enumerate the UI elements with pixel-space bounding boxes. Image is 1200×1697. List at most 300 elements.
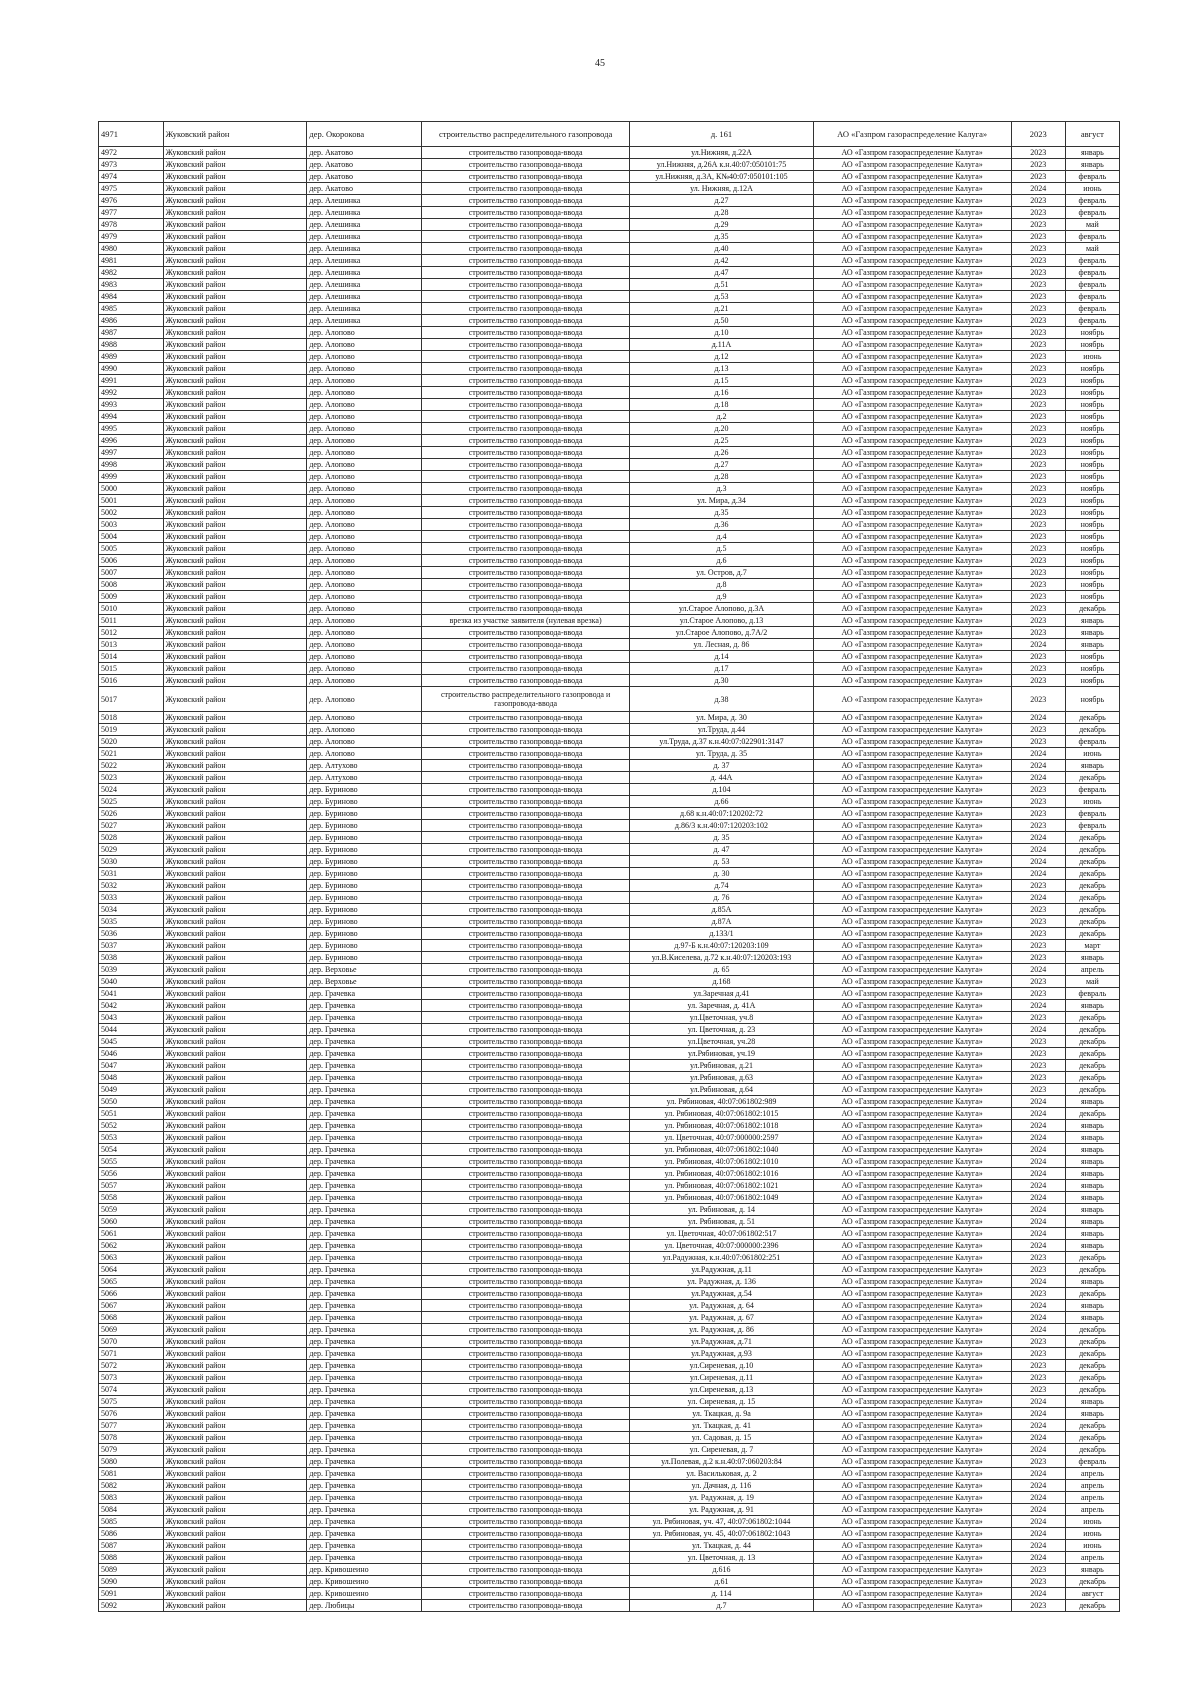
settlement-cell: дер. Грачевка bbox=[307, 1276, 422, 1288]
year-cell: 2024 bbox=[1011, 1144, 1065, 1156]
table-row bbox=[99, 832, 1120, 844]
district-cell: Жуковский район bbox=[163, 1372, 307, 1384]
address-cell: ул.Нижняя, д.26А к.н.40:07:050101:75 bbox=[630, 159, 813, 171]
district-cell: Жуковский район bbox=[163, 231, 307, 243]
row-number-cell: 5077 bbox=[99, 1420, 164, 1432]
table-row bbox=[99, 387, 1120, 399]
organization-cell: АО «Газпром газораспределение Калуга» bbox=[813, 1012, 1011, 1024]
table-row bbox=[99, 1288, 1120, 1300]
organization-cell: АО «Газпром газораспределение Калуга» bbox=[813, 122, 1011, 147]
year-cell: 2023 bbox=[1011, 1348, 1065, 1360]
settlement-cell: дер. Алопово bbox=[307, 651, 422, 663]
month-cell: декабрь bbox=[1065, 1084, 1119, 1096]
organization-cell: АО «Газпром газораспределение Калуга» bbox=[813, 1060, 1011, 1072]
work-type-cell: строительство газопровода-ввода bbox=[421, 1300, 629, 1312]
address-cell: ул.Полевая, д.2 к.н.40:07:060203:84 bbox=[630, 1456, 813, 1468]
row-number-cell: 5019 bbox=[99, 724, 164, 736]
month-cell: ноябрь bbox=[1065, 375, 1119, 387]
settlement-cell: дер. Алопово bbox=[307, 363, 422, 375]
work-type-cell: строительство газопровода-ввода bbox=[421, 1240, 629, 1252]
organization-cell: АО «Газпром газораспределение Калуга» bbox=[813, 339, 1011, 351]
year-cell: 2024 bbox=[1011, 1000, 1065, 1012]
district-cell: Жуковский район bbox=[163, 1000, 307, 1012]
month-cell: ноябрь bbox=[1065, 567, 1119, 579]
month-cell: февраль bbox=[1065, 171, 1119, 183]
organization-cell: АО «Газпром газораспределение Калуга» bbox=[813, 531, 1011, 543]
table-row bbox=[99, 1228, 1120, 1240]
address-cell: д.50 bbox=[630, 315, 813, 327]
address-cell: д.27 bbox=[630, 195, 813, 207]
work-type-cell: строительство газопровода-ввода bbox=[421, 567, 629, 579]
address-cell: д.9 bbox=[630, 591, 813, 603]
year-cell: 2023 bbox=[1011, 387, 1065, 399]
settlement-cell: дер. Грачевка bbox=[307, 1132, 422, 1144]
organization-cell: АО «Газпром газораспределение Калуга» bbox=[813, 736, 1011, 748]
organization-cell: АО «Газпром газораспределение Калуга» bbox=[813, 327, 1011, 339]
row-number-cell: 5033 bbox=[99, 892, 164, 904]
work-type-cell: строительство газопровода-ввода bbox=[421, 1420, 629, 1432]
work-type-cell: строительство газопровода-ввода bbox=[421, 796, 629, 808]
address-cell: ул. Рябиновая, 40:07:061802:1010 bbox=[630, 1156, 813, 1168]
settlement-cell: дер. Алопово bbox=[307, 423, 422, 435]
work-type-cell: строительство газопровода-ввода bbox=[421, 1156, 629, 1168]
table-row bbox=[99, 712, 1120, 724]
table-row bbox=[99, 267, 1120, 279]
year-cell: 2023 bbox=[1011, 243, 1065, 255]
year-cell: 2023 bbox=[1011, 1600, 1065, 1612]
month-cell: декабрь bbox=[1065, 856, 1119, 868]
month-cell: декабрь bbox=[1065, 1348, 1119, 1360]
settlement-cell: дер. Грачевка bbox=[307, 1144, 422, 1156]
month-cell: ноябрь bbox=[1065, 651, 1119, 663]
work-type-cell: строительство газопровода-ввода bbox=[421, 399, 629, 411]
address-cell: д. 76 bbox=[630, 892, 813, 904]
table-row bbox=[99, 1036, 1120, 1048]
settlement-cell: дер. Грачевка bbox=[307, 1444, 422, 1456]
district-cell: Жуковский район bbox=[163, 375, 307, 387]
year-cell: 2023 bbox=[1011, 471, 1065, 483]
table-row bbox=[99, 543, 1120, 555]
organization-cell: АО «Газпром газораспределение Калуга» bbox=[813, 772, 1011, 784]
address-cell: д. 114 bbox=[630, 1588, 813, 1600]
work-type-cell: строительство газопровода-ввода bbox=[421, 736, 629, 748]
year-cell: 2023 bbox=[1011, 519, 1065, 531]
table-row bbox=[99, 159, 1120, 171]
settlement-cell: дер. Грачевка bbox=[307, 1264, 422, 1276]
district-cell: Жуковский район bbox=[163, 724, 307, 736]
district-cell: Жуковский район bbox=[163, 651, 307, 663]
settlement-cell: дер. Алопово bbox=[307, 471, 422, 483]
settlement-cell: дер. Алешинка bbox=[307, 291, 422, 303]
table-row bbox=[99, 195, 1120, 207]
organization-cell: АО «Газпром газораспределение Калуга» bbox=[813, 663, 1011, 675]
work-type-cell: строительство газопровода-ввода bbox=[421, 1516, 629, 1528]
year-cell: 2024 bbox=[1011, 1516, 1065, 1528]
month-cell: январь bbox=[1065, 627, 1119, 639]
organization-cell: АО «Газпром газораспределение Калуга» bbox=[813, 892, 1011, 904]
district-cell: Жуковский район bbox=[163, 1516, 307, 1528]
district-cell: Жуковский район bbox=[163, 1432, 307, 1444]
month-cell: февраль bbox=[1065, 736, 1119, 748]
table-row bbox=[99, 255, 1120, 267]
organization-cell: АО «Газпром газораспределение Калуга» bbox=[813, 952, 1011, 964]
address-cell: ул.Радужная, д.54 bbox=[630, 1288, 813, 1300]
work-type-cell: строительство газопровода-ввода bbox=[421, 1252, 629, 1264]
district-cell: Жуковский район bbox=[163, 159, 307, 171]
work-type-cell: строительство газопровода-ввода bbox=[421, 375, 629, 387]
work-type-cell: строительство газопровода-ввода bbox=[421, 327, 629, 339]
row-number-cell: 5008 bbox=[99, 579, 164, 591]
month-cell: февраль bbox=[1065, 267, 1119, 279]
work-type-cell: строительство газопровода-ввода bbox=[421, 1060, 629, 1072]
row-number-cell: 5043 bbox=[99, 1012, 164, 1024]
address-cell: ул.Цветочная, уч.8 bbox=[630, 1012, 813, 1024]
address-cell: ул.Радужная, д.11 bbox=[630, 1264, 813, 1276]
settlement-cell: дер. Буриново bbox=[307, 784, 422, 796]
district-cell: Жуковский район bbox=[163, 1240, 307, 1252]
table-row bbox=[99, 1456, 1120, 1468]
month-cell: февраль bbox=[1065, 291, 1119, 303]
table-row bbox=[99, 171, 1120, 183]
district-cell: Жуковский район bbox=[163, 1444, 307, 1456]
district-cell: Жуковский район bbox=[163, 760, 307, 772]
district-cell: Жуковский район bbox=[163, 255, 307, 267]
month-cell: январь bbox=[1065, 1204, 1119, 1216]
year-cell: 2023 bbox=[1011, 784, 1065, 796]
work-type-cell: строительство газопровода-ввода bbox=[421, 315, 629, 327]
year-cell: 2023 bbox=[1011, 423, 1065, 435]
district-cell: Жуковский район bbox=[163, 627, 307, 639]
table-row bbox=[99, 1348, 1120, 1360]
settlement-cell: дер. Акатово bbox=[307, 147, 422, 159]
month-cell: июнь bbox=[1065, 1528, 1119, 1540]
organization-cell: АО «Газпром газораспределение Калуга» bbox=[813, 1108, 1011, 1120]
address-cell: д.25 bbox=[630, 435, 813, 447]
address-cell: д.6 bbox=[630, 555, 813, 567]
year-cell: 2023 bbox=[1011, 603, 1065, 615]
work-type-cell: строительство газопровода-ввода bbox=[421, 459, 629, 471]
district-cell: Жуковский район bbox=[163, 1048, 307, 1060]
settlement-cell: дер. Буриново bbox=[307, 844, 422, 856]
work-type-cell: строительство газопровода-ввода bbox=[421, 1228, 629, 1240]
row-number-cell: 5012 bbox=[99, 627, 164, 639]
month-cell: ноябрь bbox=[1065, 327, 1119, 339]
address-cell: д.8 bbox=[630, 579, 813, 591]
work-type-cell: строительство газопровода-ввода bbox=[421, 1528, 629, 1540]
district-cell: Жуковский район bbox=[163, 603, 307, 615]
table-row bbox=[99, 1084, 1120, 1096]
organization-cell: АО «Газпром газораспределение Калуга» bbox=[813, 159, 1011, 171]
row-number-cell: 5017 bbox=[99, 687, 164, 712]
table-row bbox=[99, 351, 1120, 363]
work-type-cell: строительство газопровода-ввода bbox=[421, 772, 629, 784]
month-cell: январь bbox=[1065, 952, 1119, 964]
settlement-cell: дер. Алопово bbox=[307, 543, 422, 555]
table-row bbox=[99, 1588, 1120, 1600]
table-row bbox=[99, 1120, 1120, 1132]
settlement-cell: дер. Грачевка bbox=[307, 1216, 422, 1228]
row-number-cell: 4984 bbox=[99, 291, 164, 303]
month-cell: ноябрь bbox=[1065, 483, 1119, 495]
organization-cell: АО «Газпром газораспределение Калуга» bbox=[813, 1600, 1011, 1612]
settlement-cell: дер. Грачевка bbox=[307, 1480, 422, 1492]
address-cell: ул. Мира, д. 30 bbox=[630, 712, 813, 724]
organization-cell: АО «Газпром газораспределение Калуга» bbox=[813, 1444, 1011, 1456]
settlement-cell: дер. Буриново bbox=[307, 832, 422, 844]
row-number-cell: 5074 bbox=[99, 1384, 164, 1396]
year-cell: 2023 bbox=[1011, 399, 1065, 411]
month-cell: декабрь bbox=[1065, 1420, 1119, 1432]
organization-cell: АО «Газпром газораспределение Калуга» bbox=[813, 1468, 1011, 1480]
district-cell: Жуковский район bbox=[163, 736, 307, 748]
settlement-cell: дер. Алешинка bbox=[307, 255, 422, 267]
year-cell: 2023 bbox=[1011, 1012, 1065, 1024]
organization-cell: АО «Газпром газораспределение Калуга» bbox=[813, 868, 1011, 880]
year-cell: 2023 bbox=[1011, 615, 1065, 627]
settlement-cell: дер. Акатово bbox=[307, 159, 422, 171]
row-number-cell: 5056 bbox=[99, 1168, 164, 1180]
district-cell: Жуковский район bbox=[163, 904, 307, 916]
organization-cell: АО «Газпром газораспределение Калуга» bbox=[813, 627, 1011, 639]
month-cell: январь bbox=[1065, 1144, 1119, 1156]
address-cell: д. 44А bbox=[630, 772, 813, 784]
organization-cell: АО «Газпром газораспределение Калуга» bbox=[813, 1252, 1011, 1264]
month-cell: декабрь bbox=[1065, 1012, 1119, 1024]
row-number-cell: 5064 bbox=[99, 1264, 164, 1276]
table-row bbox=[99, 435, 1120, 447]
year-cell: 2023 bbox=[1011, 375, 1065, 387]
row-number-cell: 4987 bbox=[99, 327, 164, 339]
work-type-cell: строительство газопровода-ввода bbox=[421, 1324, 629, 1336]
year-cell: 2023 bbox=[1011, 459, 1065, 471]
address-cell: ул.Труда, д.44 bbox=[630, 724, 813, 736]
table-row bbox=[99, 1492, 1120, 1504]
district-cell: Жуковский район bbox=[163, 1384, 307, 1396]
work-type-cell: строительство газопровода-ввода bbox=[421, 1564, 629, 1576]
organization-cell: АО «Газпром газораспределение Калуга» bbox=[813, 411, 1011, 423]
row-number-cell: 5066 bbox=[99, 1288, 164, 1300]
table-row bbox=[99, 1408, 1120, 1420]
settlement-cell: дер. Грачевка bbox=[307, 1240, 422, 1252]
organization-cell: АО «Газпром газораспределение Калуга» bbox=[813, 1000, 1011, 1012]
row-number-cell: 4995 bbox=[99, 423, 164, 435]
row-number-cell: 5092 bbox=[99, 1600, 164, 1612]
table-row bbox=[99, 880, 1120, 892]
table-row bbox=[99, 303, 1120, 315]
organization-cell: АО «Газпром газораспределение Калуга» bbox=[813, 1072, 1011, 1084]
table-row bbox=[99, 663, 1120, 675]
settlement-cell: дер. Алопово bbox=[307, 675, 422, 687]
organization-cell: АО «Газпром газораспределение Калуга» bbox=[813, 495, 1011, 507]
organization-cell: АО «Газпром газораспределение Калуга» bbox=[813, 808, 1011, 820]
settlement-cell: дер. Буриново bbox=[307, 892, 422, 904]
table-row bbox=[99, 567, 1120, 579]
work-type-cell: строительство газопровода-ввода bbox=[421, 243, 629, 255]
month-cell: январь bbox=[1065, 147, 1119, 159]
work-type-cell: строительство газопровода-ввода bbox=[421, 1264, 629, 1276]
table-row bbox=[99, 675, 1120, 687]
row-number-cell: 5088 bbox=[99, 1552, 164, 1564]
district-cell: Жуковский район bbox=[163, 483, 307, 495]
work-type-cell: строительство газопровода-ввода bbox=[421, 1444, 629, 1456]
settlement-cell: дер. Алопово bbox=[307, 555, 422, 567]
settlement-cell: дер. Алешинка bbox=[307, 243, 422, 255]
month-cell: январь bbox=[1065, 1276, 1119, 1288]
settlement-cell: дер. Грачевка bbox=[307, 1252, 422, 1264]
work-type-cell: строительство газопровода-ввода bbox=[421, 1132, 629, 1144]
settlement-cell: дер. Грачевка bbox=[307, 1492, 422, 1504]
row-number-cell: 5071 bbox=[99, 1348, 164, 1360]
settlement-cell: дер. Грачевка bbox=[307, 1516, 422, 1528]
district-cell: Жуковский район bbox=[163, 219, 307, 231]
organization-cell: АО «Газпром газораспределение Калуга» bbox=[813, 255, 1011, 267]
work-type-cell: строительство газопровода-ввода bbox=[421, 207, 629, 219]
table-row bbox=[99, 615, 1120, 627]
settlement-cell: дер. Грачевка bbox=[307, 1384, 422, 1396]
work-type-cell: строительство газопровода-ввода bbox=[421, 363, 629, 375]
row-number-cell: 5083 bbox=[99, 1492, 164, 1504]
organization-cell: АО «Газпром газораспределение Калуга» bbox=[813, 1456, 1011, 1468]
work-type-cell: строительство газопровода-ввода bbox=[421, 147, 629, 159]
row-number-cell: 4992 bbox=[99, 387, 164, 399]
address-cell: ул. Остров, д.7 bbox=[630, 567, 813, 579]
address-cell: ул. Мира, д.34 bbox=[630, 495, 813, 507]
month-cell: ноябрь bbox=[1065, 447, 1119, 459]
work-type-cell: строительство газопровода-ввода bbox=[421, 748, 629, 760]
work-type-cell: строительство газопровода-ввода bbox=[421, 411, 629, 423]
address-cell: ул. Рябиновая, уч. 47, 40:07:061802:1044 bbox=[630, 1516, 813, 1528]
table-row bbox=[99, 531, 1120, 543]
address-cell: ул. Васильковая, д. 2 bbox=[630, 1468, 813, 1480]
year-cell: 2023 bbox=[1011, 1048, 1065, 1060]
month-cell: январь bbox=[1065, 1396, 1119, 1408]
row-number-cell: 5073 bbox=[99, 1372, 164, 1384]
table-row bbox=[99, 892, 1120, 904]
month-cell: ноябрь bbox=[1065, 387, 1119, 399]
address-cell: д.13 bbox=[630, 363, 813, 375]
year-cell: 2023 bbox=[1011, 1072, 1065, 1084]
table-row bbox=[99, 1600, 1120, 1612]
district-cell: Жуковский район bbox=[163, 399, 307, 411]
settlement-cell: дер. Алопово bbox=[307, 567, 422, 579]
district-cell: Жуковский район bbox=[163, 1576, 307, 1588]
organization-cell: АО «Газпром газораспределение Калуга» bbox=[813, 183, 1011, 195]
organization-cell: АО «Газпром газораспределение Калуга» bbox=[813, 1156, 1011, 1168]
address-cell: д.28 bbox=[630, 207, 813, 219]
organization-cell: АО «Газпром газораспределение Калуга» bbox=[813, 519, 1011, 531]
month-cell: февраль bbox=[1065, 808, 1119, 820]
district-cell: Жуковский район bbox=[163, 1204, 307, 1216]
work-type-cell: строительство газопровода-ввода bbox=[421, 1432, 629, 1444]
work-type-cell: строительство газопровода-ввода bbox=[421, 856, 629, 868]
month-cell: декабрь bbox=[1065, 1024, 1119, 1036]
organization-cell: АО «Газпром газораспределение Калуга» bbox=[813, 1240, 1011, 1252]
work-type-cell: строительство газопровода-ввода bbox=[421, 1204, 629, 1216]
settlement-cell: дер. Грачевка bbox=[307, 1528, 422, 1540]
district-cell: Жуковский район bbox=[163, 820, 307, 832]
organization-cell: АО «Газпром газораспределение Калуга» bbox=[813, 1540, 1011, 1552]
year-cell: 2024 bbox=[1011, 1432, 1065, 1444]
year-cell: 2023 bbox=[1011, 651, 1065, 663]
settlement-cell: дер. Грачевка bbox=[307, 1120, 422, 1132]
month-cell: январь bbox=[1065, 1312, 1119, 1324]
row-number-cell: 5079 bbox=[99, 1444, 164, 1456]
organization-cell: АО «Газпром газораспределение Калуга» bbox=[813, 423, 1011, 435]
year-cell: 2023 bbox=[1011, 207, 1065, 219]
settlement-cell: дер. Кривошеино bbox=[307, 1576, 422, 1588]
row-number-cell: 5065 bbox=[99, 1276, 164, 1288]
table-row bbox=[99, 507, 1120, 519]
address-cell: ул. Рябиновая, 40:07:061802:1040 bbox=[630, 1144, 813, 1156]
work-type-cell: строительство газопровода-ввода bbox=[421, 844, 629, 856]
month-cell: январь bbox=[1065, 1000, 1119, 1012]
settlement-cell: дер. Грачевка bbox=[307, 1324, 422, 1336]
year-cell: 2023 bbox=[1011, 940, 1065, 952]
district-cell: Жуковский район bbox=[163, 543, 307, 555]
month-cell: январь bbox=[1065, 1120, 1119, 1132]
year-cell: 2023 bbox=[1011, 267, 1065, 279]
table-row bbox=[99, 1192, 1120, 1204]
table-row bbox=[99, 483, 1120, 495]
settlement-cell: дер. Грачевка bbox=[307, 1372, 422, 1384]
table-row bbox=[99, 1024, 1120, 1036]
month-cell: февраль bbox=[1065, 303, 1119, 315]
settlement-cell: дер. Акатово bbox=[307, 183, 422, 195]
settlement-cell: дер. Алопово bbox=[307, 724, 422, 736]
row-number-cell: 4999 bbox=[99, 471, 164, 483]
year-cell: 2024 bbox=[1011, 1396, 1065, 1408]
settlement-cell: дер. Верховье bbox=[307, 964, 422, 976]
address-cell: д.4 bbox=[630, 531, 813, 543]
year-cell: 2023 bbox=[1011, 1576, 1065, 1588]
work-type-cell: строительство газопровода-ввода bbox=[421, 183, 629, 195]
row-number-cell: 5031 bbox=[99, 868, 164, 880]
work-type-cell: строительство газопровода-ввода bbox=[421, 964, 629, 976]
organization-cell: АО «Газпром газораспределение Калуга» bbox=[813, 964, 1011, 976]
table-row bbox=[99, 1168, 1120, 1180]
settlement-cell: дер. Грачевка bbox=[307, 1540, 422, 1552]
address-cell: д.133/1 bbox=[630, 928, 813, 940]
settlement-cell: дер. Грачевка bbox=[307, 1552, 422, 1564]
year-cell: 2023 bbox=[1011, 411, 1065, 423]
address-cell: д.61 bbox=[630, 1576, 813, 1588]
district-cell: Жуковский район bbox=[163, 976, 307, 988]
address-cell: д.28 bbox=[630, 471, 813, 483]
row-number-cell: 5032 bbox=[99, 880, 164, 892]
row-number-cell: 5051 bbox=[99, 1108, 164, 1120]
settlement-cell: дер. Буриново bbox=[307, 796, 422, 808]
district-cell: Жуковский район bbox=[163, 1252, 307, 1264]
row-number-cell: 4975 bbox=[99, 183, 164, 195]
year-cell: 2024 bbox=[1011, 1192, 1065, 1204]
settlement-cell: дер. Алопово bbox=[307, 639, 422, 651]
address-cell: д.97-Б к.н.40:07:120203:109 bbox=[630, 940, 813, 952]
row-number-cell: 5010 bbox=[99, 603, 164, 615]
row-number-cell: 5009 bbox=[99, 591, 164, 603]
address-cell: д.35 bbox=[630, 231, 813, 243]
table-row bbox=[99, 579, 1120, 591]
year-cell: 2023 bbox=[1011, 531, 1065, 543]
organization-cell: АО «Газпром газораспределение Калуга» bbox=[813, 1588, 1011, 1600]
work-type-cell: строительство газопровода-ввода bbox=[421, 1588, 629, 1600]
organization-cell: АО «Газпром газораспределение Калуга» bbox=[813, 1120, 1011, 1132]
year-cell: 2024 bbox=[1011, 1552, 1065, 1564]
table-row bbox=[99, 1300, 1120, 1312]
organization-cell: АО «Газпром газораспределение Калуга» bbox=[813, 1312, 1011, 1324]
district-cell: Жуковский район bbox=[163, 952, 307, 964]
organization-cell: АО «Газпром газораспределение Калуга» bbox=[813, 1408, 1011, 1420]
row-number-cell: 5052 bbox=[99, 1120, 164, 1132]
